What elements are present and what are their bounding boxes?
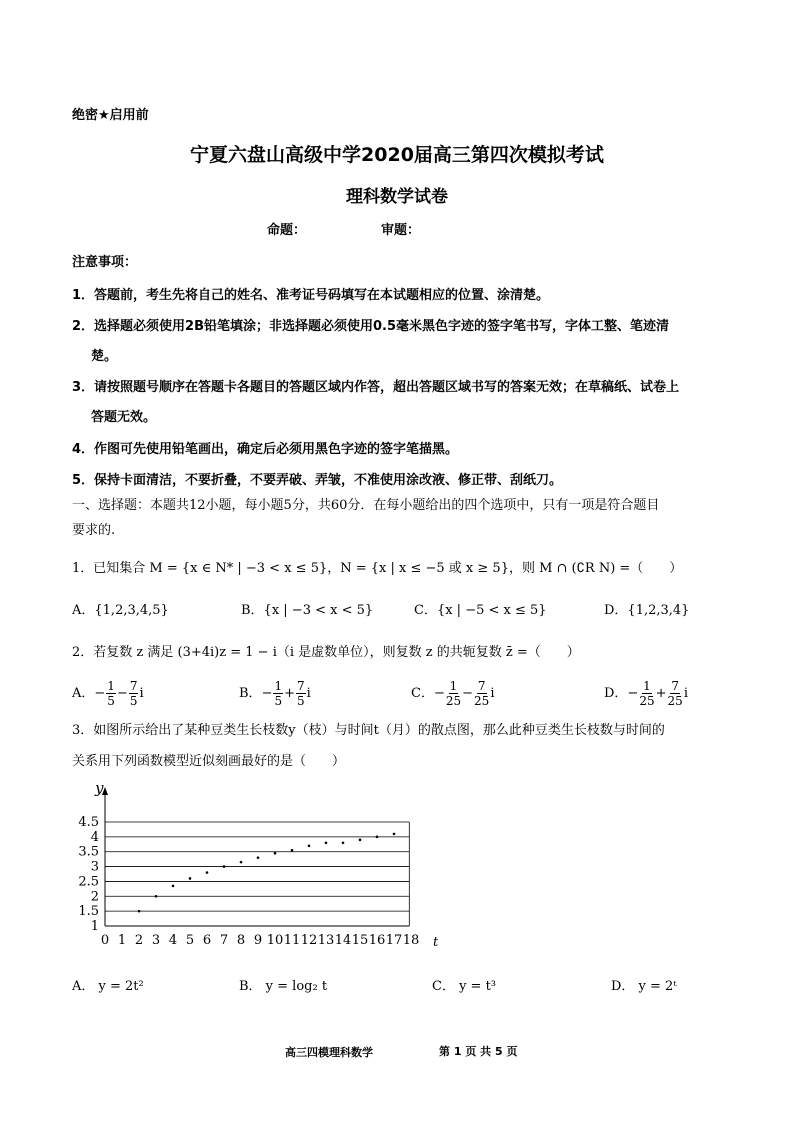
data-point — [206, 871, 209, 874]
data-point — [172, 885, 175, 888]
y-tick-label: 2 — [90, 889, 99, 905]
x-tick-label: 6 — [202, 933, 212, 948]
x-tick-label: 13 — [317, 933, 335, 948]
data-point — [189, 877, 192, 880]
x-tick-label: 10 — [266, 933, 284, 948]
data-point — [393, 833, 396, 836]
data-point — [274, 852, 277, 855]
q2-option-c: C．− $\frac{1}{25}$ − $\frac{7}{25}$ i — [411, 679, 495, 708]
q1-option-a: A．{1,2,3,4,5} — [72, 603, 169, 618]
q2-option-a: A．− $\frac{1}{5}$ − $\frac{7}{5}$ i — [72, 679, 144, 708]
data-point — [138, 910, 141, 913]
y-tick-label: 4.5 — [78, 815, 99, 830]
notice-item-2: 2．选择题必须使用2B铅笔填涂；非选择题必须使用0.5毫米黑色字迹的签字笔书写，字体工整、笔迹清 — [72, 319, 670, 334]
x-tick-label: 16 — [368, 933, 386, 948]
review-label: 审题： — [381, 223, 421, 238]
section1-intro-cont: 要求的. — [72, 523, 116, 538]
notice-item-4: 4．作图可先使用铅笔画出，确定后必须用黑色字迹的签字笔描黑。 — [72, 442, 459, 457]
x-tick-label: 2 — [134, 933, 144, 948]
data-point — [257, 856, 260, 859]
x-tick-label: 12 — [300, 933, 318, 948]
y-tick-label: 2.5 — [78, 874, 99, 890]
q3-stem-line1: 3．如图所示给出了某种豆类生长枝数y（枝）与时间t（月）的散点图，那么此种豆类生长枝数与时间的 — [72, 723, 665, 738]
scatter-chart — [60, 775, 480, 955]
exam-subtitle: 理科数学试卷 — [346, 187, 448, 207]
y-tick-label: 1.5 — [78, 904, 99, 920]
notice-item-2-cont: 楚。 — [91, 349, 118, 364]
x-axis-label: t — [433, 935, 439, 950]
q1-stem: 1．已知集合 M = {x ∈ N* | −3 < x ≤ 5}，N = {x | x ≤ −5 或 x ≥ 5}，则 M ∩ (∁R N) =（ ） — [72, 561, 683, 576]
y-tick-label: 4 — [90, 829, 99, 845]
x-tick-label: 1 — [117, 933, 127, 948]
footer-exam-name: 高三四模理科数学 — [285, 1046, 373, 1059]
q3-option-a: A． y = 2t² — [72, 979, 144, 994]
data-point — [291, 849, 294, 852]
q2-option-b: B．− $\frac{1}{5}$ + $\frac{7}{5}$ i — [239, 679, 311, 708]
propose-label: 命题： — [267, 223, 307, 238]
x-tick-label: 4 — [168, 933, 178, 948]
q3-option-c: C． y = t³ — [432, 979, 497, 994]
q3-option-d: D． y = 2ᵗ — [611, 979, 677, 994]
q2-stem: 2．若复数 z 满足 (3+4i)z = 1 − i（i 是虚数单位），则复数 z 的共轭复数 z̄ =（ ） — [72, 645, 580, 660]
data-point — [325, 842, 328, 845]
data-point — [308, 844, 311, 847]
q1-option-c: C．{x | −5 < x ≤ 5} — [414, 603, 547, 618]
x-tick-label: 18 — [402, 933, 420, 948]
data-point — [155, 895, 158, 898]
y-tick-label: 1 — [90, 919, 99, 934]
x-tick-label: 3 — [151, 933, 161, 948]
x-tick-label: 14 — [334, 933, 352, 948]
data-point — [223, 865, 226, 868]
x-tick-label: 0 — [100, 933, 110, 948]
y-tick-label: 3 — [90, 859, 99, 875]
q3-option-b: B． y = log₂ t — [239, 979, 328, 994]
q2-option-d: D．− $\frac{1}{25}$ + $\frac{7}{25}$ i — [604, 679, 688, 708]
data-point — [376, 836, 379, 839]
x-tick-label: 11 — [283, 933, 301, 948]
x-tick-label: 15 — [351, 933, 369, 948]
confidential-mark: 绝密★启用前 — [72, 108, 149, 123]
notice-item-3: 3．请按照题号顺序在答题卡各题目的答题区域内作答，超出答题区域书写的答案无效；在草稿纸、试卷上 — [72, 380, 680, 395]
y-tick-label: 3.5 — [78, 844, 99, 860]
footer-page-number: 第 1 页 共 5 页 — [439, 1045, 518, 1058]
notice-heading: 注意事项： — [72, 255, 138, 270]
exam-title: 宁夏六盘山高级中学2020届高三第四次模拟考试 — [190, 144, 604, 166]
x-tick-label: 5 — [185, 933, 195, 948]
y-axis-label: y — [95, 779, 104, 797]
q1-option-d: D．{1,2,3,4} — [604, 603, 690, 618]
x-tick-label: 17 — [385, 933, 403, 948]
q1-option-b: B．{x | −3 < x < 5} — [241, 603, 374, 618]
q3-stem-line2: 关系用下列函数模型近似刻画最好的是（ ） — [72, 754, 346, 769]
notice-item-1: 1．答题前，考生先将自己的姓名、准考证号码填写在本试题相应的位置、涂清楚。 — [72, 288, 550, 303]
section1-intro: 一、选择题：本题共12小题，每小题5分，共60分．在每小题给出的四个选项中，只有一项是符合题目 — [72, 498, 660, 513]
x-tick-label: 9 — [253, 933, 263, 948]
x-tick-label: 8 — [236, 933, 246, 948]
data-point — [359, 839, 362, 842]
x-tick-label: 7 — [219, 933, 229, 948]
notice-item-3-cont: 答题无效。 — [91, 410, 157, 425]
data-point — [342, 842, 345, 845]
notice-item-5: 5．保持卡面清洁，不要折叠，不要弄破、弄皱，不准使用涂改液、修正带、刮纸刀。 — [72, 473, 563, 488]
data-point — [240, 861, 243, 864]
